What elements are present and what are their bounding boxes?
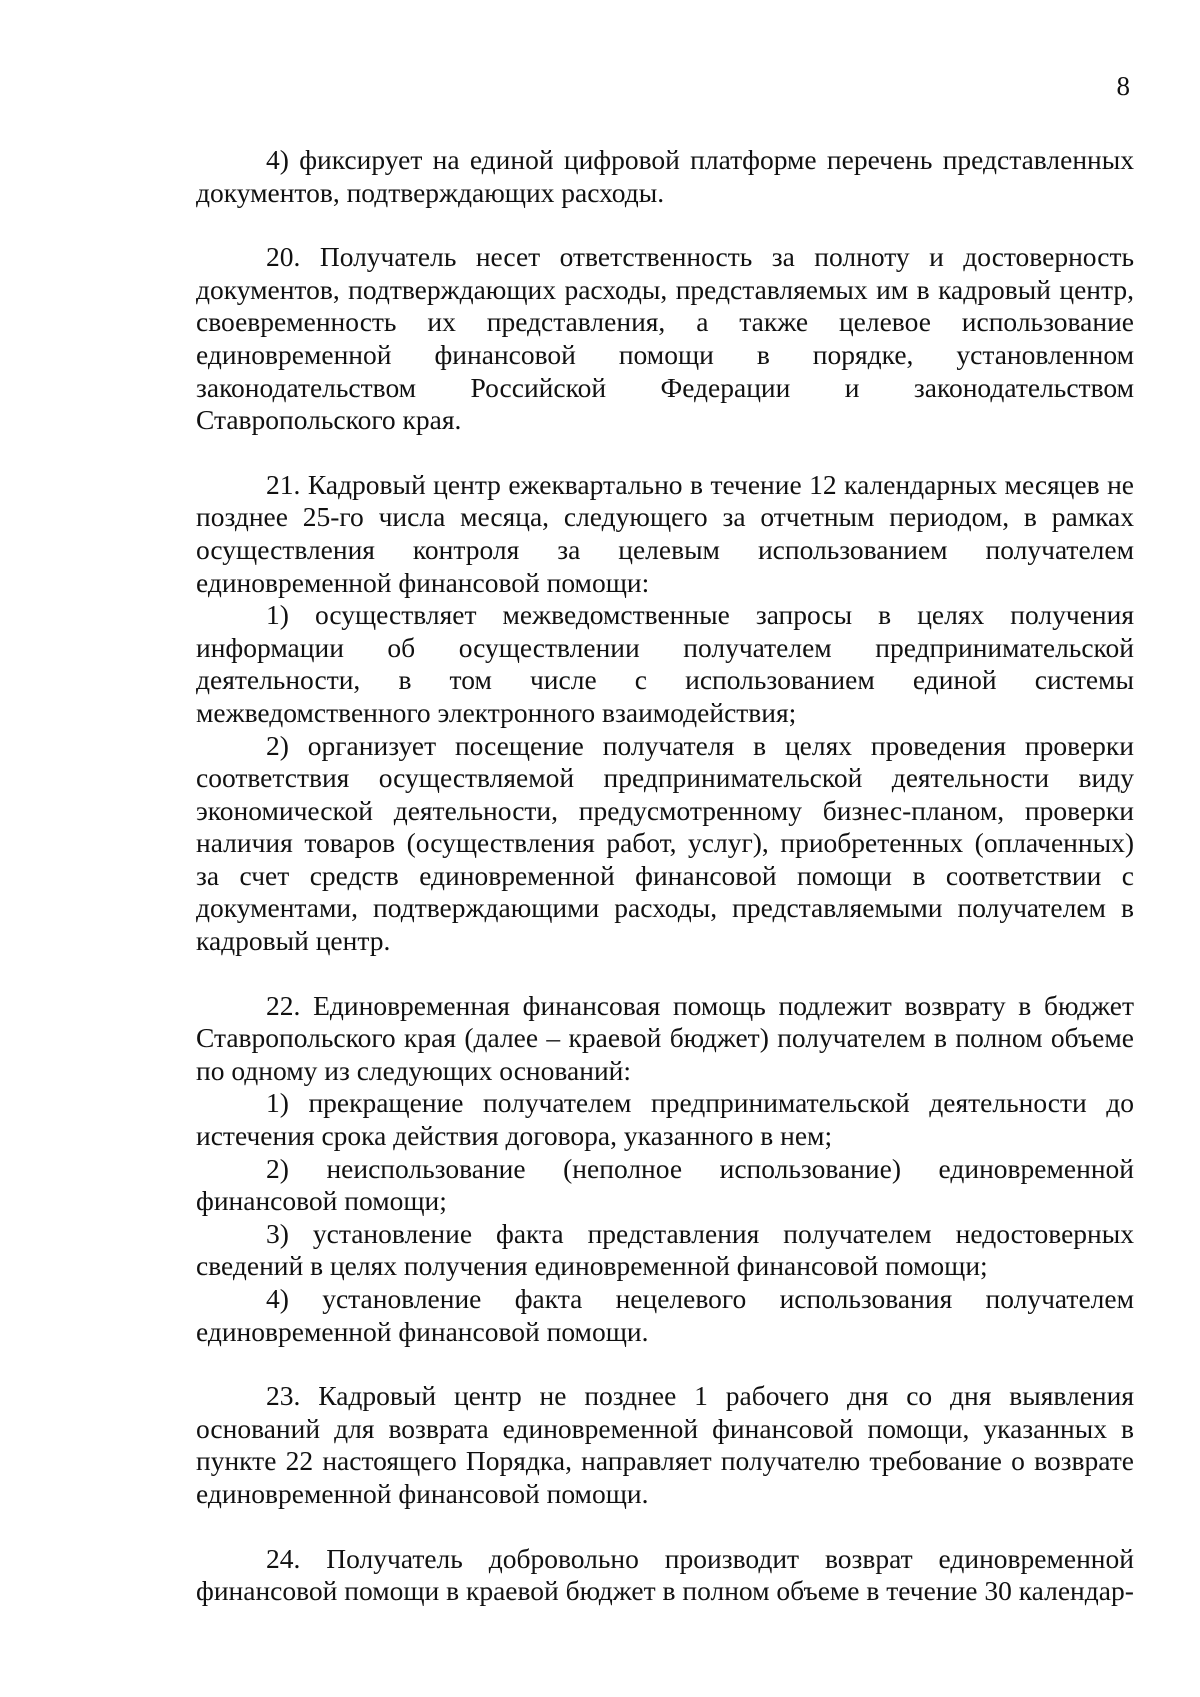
clause-20-block [196, 241, 1134, 437]
clause-22-block [196, 990, 1134, 1349]
list-item: 1) прекращение получателем предпринимательской деятельности до истечения срока действия договора, указанного в нем; [196, 1087, 1134, 1152]
paragraph: 4) фиксирует на единой цифровой платформе перечень представленных документов, подтверждающих расходы. [196, 144, 1134, 208]
clause-24-block [196, 1543, 1134, 1608]
paragraph: 21. Кадровый центр ежеквартально в течение 12 календарных месяцев не позднее 25-го числа месяца, следующего за отчетным периодом, в рамках осуществления контроля за целевым использованием получателем единовременной финансовой помощи: [196, 468, 1134, 598]
list-item: 2) неиспользование (неполное использование) единовременной финансовой помощи; [196, 1152, 1134, 1217]
paragraph: 22. Единовременная финансовая помощь подлежит возврату в бюджет Ставропольского края (далее – краевой бюджет) получателем в полном объеме по одному из следующих оснований: [196, 989, 1134, 1086]
paragraph: 23. Кадровый центр не позднее 1 рабочего дня со дня выявления оснований для возврата единовременной финансовой помощи, указанных в пункте 22 настоящего Порядка, направляет получателю требование о возврате единовременной финансовой помощи. [196, 1380, 1134, 1509]
item-4-block [196, 144, 1134, 209]
clause-21-block [196, 469, 1134, 958]
page-number: 8 [1116, 71, 1130, 101]
clause-23-block [196, 1380, 1134, 1510]
list-item: 4) установление факта нецелевого использования получателем единовременной финансовой помощи. [196, 1283, 1134, 1347]
list-item: 1) осуществляет межведомственные запросы в целях получения информации об осуществлении получателем предпринимательской деятельности, в том числе с использованием единой системы межведомственного электронного взаимодействия; [196, 599, 1134, 728]
document-body [196, 144, 1134, 1608]
list-item: 3) установление факта представления получателем недостоверных сведений в целях получения единовременной финансовой помощи; [196, 1217, 1134, 1282]
list-item: 2) организует посещение получателя в целях проведения проверки соответствия осуществляемой предпринимательской деятельности виду экономической деятельности, предусмотренному бизнес-планом, проверки наличия товаров (осуществления работ, услуг), приобретенных (оплаченных) за счет средств единовременной финансовой помощи в соответствии с документами, подтверждающими расходы, представляемыми получателем в кадровый центр. [196, 729, 1134, 957]
paragraph: 20. Получатель несет ответственность за полноту и достоверность документов, подтверждающих расходы, представляемых им в кадровый центр, своевременность их представления, а также целевое использование единовременной финансовой помощи в порядке, установленном законодательством Российской Федерации и законодательством Ставропольского края. [196, 241, 1134, 436]
paragraph: 24. Получатель добровольно производит возврат единовременной финансовой помощи в краевой бюджет в полном объеме в течение 30 календар- [196, 1542, 1134, 1607]
